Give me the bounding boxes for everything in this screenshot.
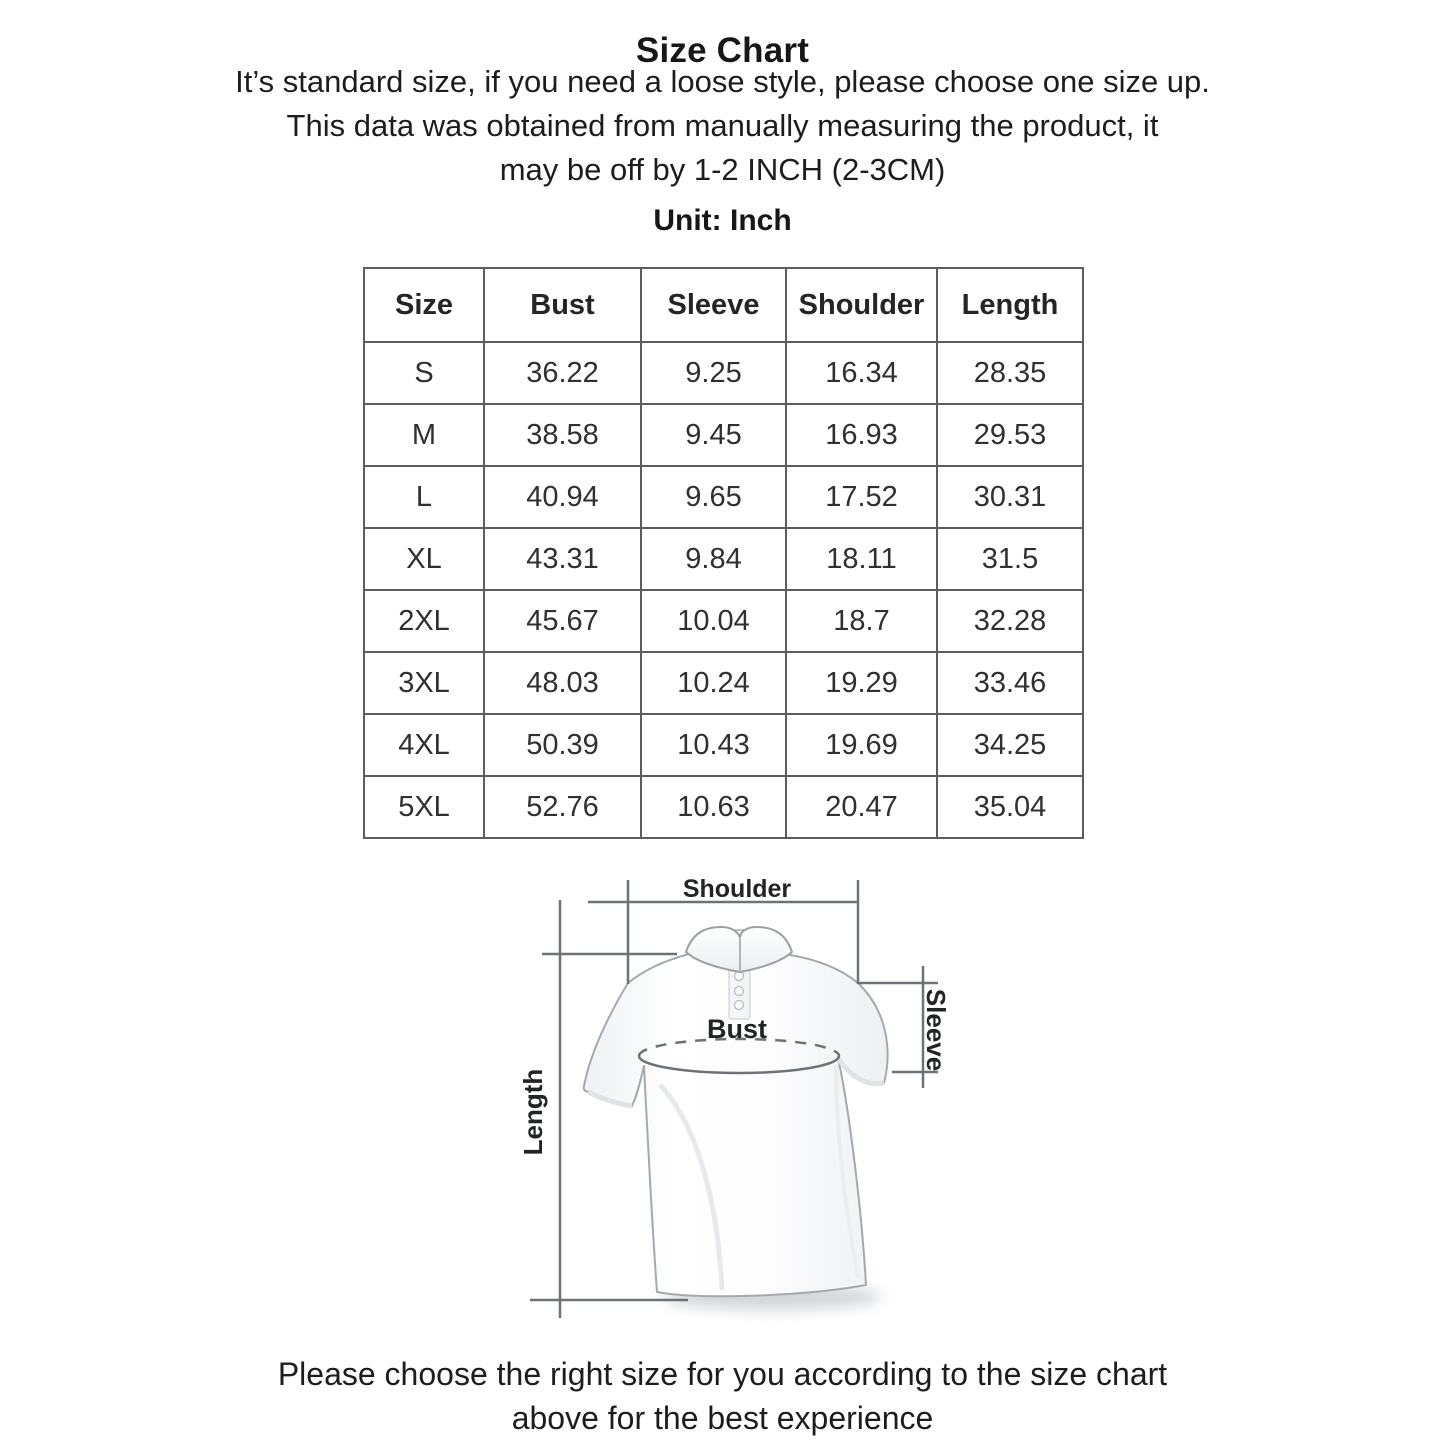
shoulder-cell: 20.47	[786, 776, 937, 838]
length-cell: 29.53	[937, 404, 1083, 466]
table-row-3xl	[364, 652, 1083, 714]
shoulder-cell: 16.34	[786, 342, 937, 404]
size-cell: 2XL	[364, 590, 484, 652]
bust-diagram-label: Bust	[707, 1014, 767, 1044]
sleeve-diagram-label: Sleeve	[921, 988, 951, 1072]
sleeve-cell: 9.45	[641, 404, 786, 466]
placket-button-2	[735, 987, 744, 996]
col-header-shoulder: Shoulder	[786, 268, 937, 342]
shoulder-diagram-label: Shoulder	[682, 875, 792, 903]
bust-cell: 38.58	[484, 404, 641, 466]
bust-cell: 36.22	[484, 342, 641, 404]
col-header-length: Length	[937, 268, 1083, 342]
table-row-m	[364, 404, 1083, 466]
length-cell: 35.04	[937, 776, 1083, 838]
bust-cell: 43.31	[484, 528, 641, 590]
placket-button-3	[735, 1001, 744, 1010]
placket-button-1	[735, 972, 744, 981]
intro-line-1: It’s standard size, if you need a loose style, please choose one size up.	[235, 64, 1210, 99]
table-row-s	[364, 342, 1083, 404]
table-row-5xl	[364, 776, 1083, 838]
bust-cell: 52.76	[484, 776, 641, 838]
bust-cell: 50.39	[484, 714, 641, 776]
sleeve-cell: 9.25	[641, 342, 786, 404]
size-table-header-row	[364, 268, 1083, 342]
bust-cell: 45.67	[484, 590, 641, 652]
sleeve-cell: 10.24	[641, 652, 786, 714]
size-cell: 4XL	[364, 714, 484, 776]
col-header-bust: Bust	[484, 268, 641, 342]
page-title: Size Chart	[635, 31, 810, 71]
length-cell: 34.25	[937, 714, 1083, 776]
sleeve-cell: 9.84	[641, 528, 786, 590]
measurement-diagram	[0, 870, 1445, 1340]
unit-label: Unit: Inch	[653, 204, 792, 237]
intro-line-2: This data was obtained from manually measuring the product, it	[286, 108, 1159, 143]
table-row-4xl	[364, 714, 1083, 776]
sleeve-cell: 10.63	[641, 776, 786, 838]
sleeve-cell: 10.04	[641, 590, 786, 652]
length-cell: 30.31	[937, 466, 1083, 528]
shoulder-cell: 16.93	[786, 404, 937, 466]
length-cell: 32.28	[937, 590, 1083, 652]
table-row-l	[364, 466, 1083, 528]
sleeve-cell: 10.43	[641, 714, 786, 776]
footer-line-2: above for the best experience	[511, 1400, 934, 1436]
size-cell: 3XL	[364, 652, 484, 714]
size-cell: M	[364, 404, 484, 466]
shoulder-cell: 18.11	[786, 528, 937, 590]
intro-line-3: may be off by 1-2 INCH (2-3CM)	[499, 152, 946, 187]
shoulder-cell: 18.7	[786, 590, 937, 652]
col-header-sleeve: Sleeve	[641, 268, 786, 342]
shoulder-cell: 19.69	[786, 714, 937, 776]
bust-cell: 48.03	[484, 652, 641, 714]
intro-text	[0, 60, 1445, 192]
size-table	[363, 267, 1084, 839]
size-cell: 5XL	[364, 776, 484, 838]
table-row-xl	[364, 528, 1083, 590]
length-cell: 31.5	[937, 528, 1083, 590]
length-cell: 33.46	[937, 652, 1083, 714]
sleeve-cell: 9.65	[641, 466, 786, 528]
length-diagram-label: Length	[518, 1068, 548, 1156]
size-cell: S	[364, 342, 484, 404]
length-cell: 28.35	[937, 342, 1083, 404]
shoulder-cell: 19.29	[786, 652, 937, 714]
size-cell: L	[364, 466, 484, 528]
col-header-size: Size	[364, 268, 484, 342]
bust-cell: 40.94	[484, 466, 641, 528]
footer-line-1: Please choose the right size for you according to the size chart	[277, 1356, 1168, 1392]
footer-note	[0, 1352, 1445, 1440]
shoulder-cell: 17.52	[786, 466, 937, 528]
table-row-2xl	[364, 590, 1083, 652]
size-cell: XL	[364, 528, 484, 590]
